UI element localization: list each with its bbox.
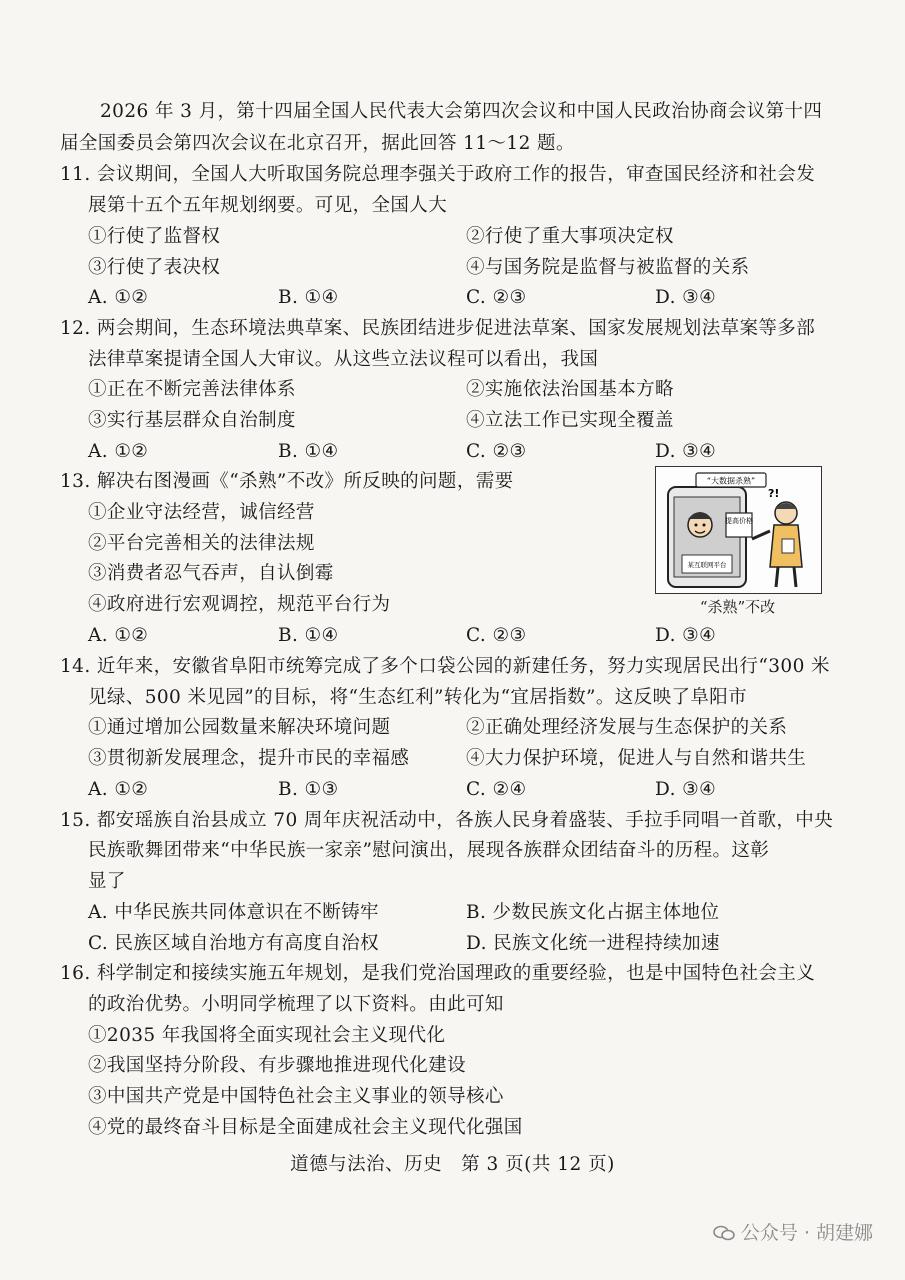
comic-illustration	[655, 466, 822, 594]
q16-option-4: ④党的最终奋斗目标是全面建成社会主义现代化强国	[88, 1117, 523, 1138]
q14-option-1: ①通过增加公园数量来解决环境问题	[88, 717, 391, 738]
comic-caption: “杀熟”不改	[699, 598, 776, 616]
q13-option-3: ③消费者忍气吞声，自认倒霉	[88, 563, 334, 584]
q14-choice-b: B. ①③	[278, 779, 339, 800]
wechat-icon	[713, 1225, 735, 1241]
q15-choice-b: B. 少数民族文化占据主体地位	[466, 902, 720, 923]
q16-stem-1: 16. 科学制定和接续实施五年规划，是我们党治国理政的重要经验，也是中国特色社会主义	[60, 963, 816, 984]
q12-choice-a: A. ①②	[88, 441, 149, 462]
q14-option-3: ③贯彻新发展理念，提升市民的幸福感	[88, 748, 410, 769]
q12-option-2: ②实施依法治国基本方略	[466, 379, 674, 400]
page-footer: 道德与法治、历史 第 3 页(共 12 页)	[290, 1154, 615, 1175]
q13-option-2: ②平台完善相关的法律法规	[88, 533, 315, 554]
q12-choice-c: C. ②③	[466, 441, 527, 462]
q12-stem-2: 法律草案提请全国人大审议。从这些立法议程可以看出，我国	[88, 349, 599, 370]
comic-phone-label: 某互联网平台	[687, 561, 727, 569]
q16-option-1: ①2035 年我国将全面实现社会主义现代化	[88, 1025, 446, 1046]
comic-drawing	[656, 467, 821, 593]
q12-option-1: ①正在不断完善法律体系	[88, 379, 296, 400]
q14-choice-a: A. ①②	[88, 779, 149, 800]
q11-option-1: ①行使了监督权	[88, 226, 221, 247]
q14-option-4: ④大力保护环境，促进人与自然和谐共生	[466, 748, 807, 769]
q15-choice-d: D. 民族文化统一进程持续加速	[466, 933, 720, 954]
q14-stem-1: 14. 近年来，安徽省阜阳市统筹完成了多个口袋公园的新建任务，努力实现居民出行“300 米	[60, 656, 830, 677]
watermark	[713, 1218, 873, 1245]
q13-choice-a: A. ①②	[88, 625, 149, 646]
q13-option-1: ①企业守法经营，诚信经营	[88, 502, 315, 523]
q11-choice-d: D. ③④	[655, 287, 717, 308]
q13-option-4: ④政府进行宏观调控，规范平台行为	[88, 594, 391, 615]
q13-choice-b: B. ①④	[278, 625, 339, 646]
q16-option-3: ③中国共产党是中国特色社会主义事业的领导核心	[88, 1086, 504, 1107]
q11-option-3: ③行使了表决权	[88, 257, 221, 278]
q15-stem-2: 民族歌舞团带来“中华民族一家亲”慰问演出，展现各族群众团结奋斗的历程。这彰	[88, 840, 770, 861]
svg-text:?!: ?!	[768, 487, 780, 500]
q12-stem-1: 12. 两会期间，生态环境法典草案、民族团结进步促进法草案、国家发展规划法草案等多部	[60, 318, 816, 339]
intro-line-1: 2026 年 3 月，第十四届全国人民代表大会第四次会议和中国人民政治协商会议第十四	[100, 101, 823, 122]
q13-choice-d: D. ③④	[655, 625, 717, 646]
q12-choice-b: B. ①④	[278, 441, 339, 462]
q16-option-2: ②我国坚持分阶段、有步骤地推进现代化建设	[88, 1055, 467, 1076]
q11-choice-a: A. ①②	[88, 287, 149, 308]
q12-option-4: ④立法工作已实现全覆盖	[466, 410, 674, 431]
q12-option-3: ③实行基层群众自治制度	[88, 410, 296, 431]
q15-choice-a: A. 中华民族共同体意识在不断铸牢	[88, 902, 379, 923]
q14-option-2: ②正确处理经济发展与生态保护的关系	[466, 717, 788, 738]
q11-option-4: ④与国务院是监督与被监督的关系	[466, 257, 750, 278]
q15-choice-c: C. 民族区域自治地方有高度自治权	[88, 933, 380, 954]
q16-stem-2: 的政治优势。小明同学梳理了以下资料。由此可知	[88, 994, 504, 1015]
q11-stem-1: 11. 会议期间，全国人大听取国务院总理李强关于政府工作的报告，审查国民经济和社会发	[60, 164, 816, 185]
q15-stem-1: 15. 都安瑶族自治县成立 70 周年庆祝活动中，各族人民身着盛装、手拉手同唱一首歌，中央	[60, 810, 834, 831]
comic-sign-text: 提高价格	[725, 517, 753, 525]
q11-stem-2: 展第十五个五年规划纲要。可见，全国人大	[88, 195, 448, 216]
intro-line-2: 届全国委员会第四次会议在北京召开，据此回答 11～12 题。	[60, 133, 575, 154]
q11-choice-b: B. ①④	[278, 287, 339, 308]
watermark-text: 公众号 · 胡建娜	[740, 1222, 873, 1244]
q14-choice-d: D. ③④	[655, 779, 717, 800]
q13-stem-1: 13. 解决右图漫画《“杀熟”不改》所反映的问题，需要	[60, 471, 514, 492]
q12-choice-d: D. ③④	[655, 441, 717, 462]
q14-choice-c: C. ②④	[466, 779, 527, 800]
comic-banner-text: “大数据杀熟”	[706, 476, 756, 486]
q15-stem-3: 显了	[88, 871, 126, 892]
q14-stem-2: 见绿、500 米见园”的目标，将“生态红利”转化为“宜居指数”。这反映了阜阳市	[88, 687, 748, 708]
q13-choice-c: C. ②③	[466, 625, 527, 646]
q11-choice-c: C. ②③	[466, 287, 527, 308]
q11-option-2: ②行使了重大事项决定权	[466, 226, 674, 247]
